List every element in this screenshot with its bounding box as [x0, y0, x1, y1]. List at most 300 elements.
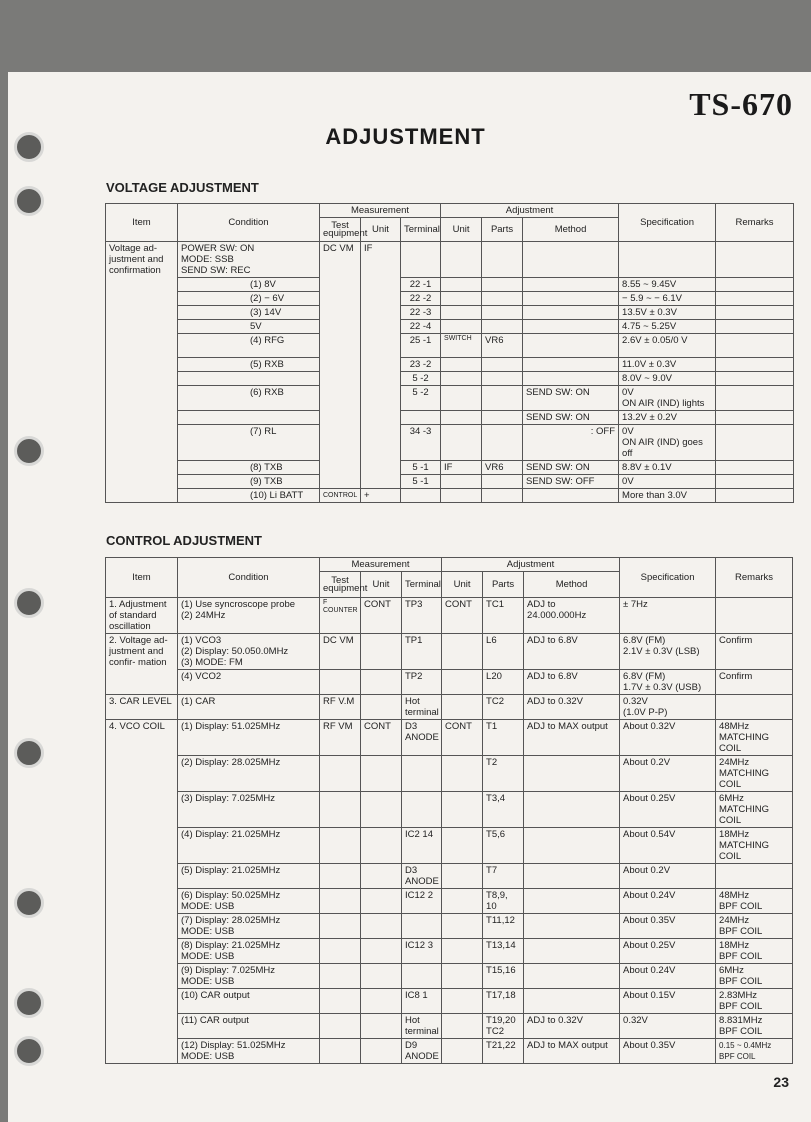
specification-cell: 0.32V: [620, 1014, 716, 1039]
adj-unit-cell: [442, 756, 483, 792]
table-row: [106, 372, 794, 386]
method-cell: [524, 964, 620, 989]
col-method: Method: [523, 218, 619, 242]
method-cell: ADJ to 6.8V: [524, 670, 620, 695]
col-adj-unit: Unit: [442, 572, 483, 598]
test-equipment-cell: [320, 1014, 361, 1039]
unit-cell: [361, 695, 402, 720]
parts-cell: [482, 475, 523, 489]
table-row: [106, 720, 793, 756]
condition-cell: (1) 8V: [178, 278, 320, 292]
parts-cell: [482, 292, 523, 306]
blank-cell: [716, 242, 794, 278]
parts-cell: [482, 372, 523, 386]
col-terminal: Terminal: [402, 572, 442, 598]
unit-cell: [361, 1039, 402, 1064]
terminal-cell: [401, 411, 441, 425]
specification-cell: About 0.25V: [620, 792, 716, 828]
adj-unit-cell: CONT: [442, 720, 483, 756]
condition-cell: [178, 411, 320, 425]
blank-cell: [482, 242, 523, 278]
item-cell: Voltage ad- justment and confirmation: [106, 242, 178, 503]
specification-cell: About 0.32V: [620, 720, 716, 756]
col-measurement: Measurement: [320, 204, 441, 218]
col-parts: Parts: [483, 572, 524, 598]
adj-unit-cell: [441, 425, 482, 461]
method-cell: [523, 372, 619, 386]
col-parts: Parts: [482, 218, 523, 242]
terminal-cell: 25 -1: [401, 334, 441, 358]
test-equipment-cell: DC VM: [320, 242, 361, 489]
parts-cell: T11,12: [483, 914, 524, 939]
unit-cell: [361, 889, 402, 914]
specification-cell: About 0.24V: [620, 964, 716, 989]
condition-cell: (11) CAR output: [178, 1014, 320, 1039]
method-cell: [524, 756, 620, 792]
adj-unit-cell: [441, 386, 482, 411]
table-row: [106, 278, 794, 292]
page-title: ADJUSTMENT: [325, 124, 486, 149]
col-method: Method: [524, 572, 620, 598]
method-cell: [524, 914, 620, 939]
specification-cell: About 0.24V: [620, 889, 716, 914]
remarks-cell: 24MHz BPF COIL: [716, 914, 793, 939]
specification-cell: 8.55 ~ 9.45V: [619, 278, 716, 292]
remarks-cell: [716, 372, 794, 386]
col-test-equipment: Test equipment: [320, 218, 361, 242]
method-cell: [523, 358, 619, 372]
method-cell: [524, 939, 620, 964]
adj-unit-cell: [442, 864, 483, 889]
condition-cell: (1) VCO3 (2) Display: 50.050.0MHz (3) MODE: FM: [178, 634, 320, 670]
terminal-cell: [402, 914, 442, 939]
remarks-cell: [716, 411, 794, 425]
method-cell: [523, 306, 619, 320]
remarks-cell: [716, 489, 794, 503]
col-measurement: Measurement: [320, 558, 442, 572]
specification-cell: About 0.54V: [620, 828, 716, 864]
remarks-cell: [716, 461, 794, 475]
method-cell: [524, 792, 620, 828]
table-row: [106, 828, 793, 864]
method-cell: ADJ to MAX output: [524, 1039, 620, 1064]
unit-cell: IF: [361, 242, 401, 489]
adj-unit-cell: SWITCH: [441, 334, 482, 358]
adj-unit-cell: [441, 320, 482, 334]
voltage-adjustment-table: [105, 203, 794, 503]
condition-cell: (10) CAR output: [178, 989, 320, 1014]
adj-unit-cell: [441, 358, 482, 372]
method-cell: [523, 489, 619, 503]
condition-cell: (1) Use syncroscope probe (2) 24MHz: [178, 598, 320, 634]
item-cell: 2. Voltage ad- justment and confir- mation: [106, 634, 178, 695]
unit-cell: [361, 1014, 402, 1039]
blank-cell: [401, 242, 441, 278]
specification-cell: ± 7Hz: [620, 598, 716, 634]
specification-cell: About 0.15V: [620, 989, 716, 1014]
terminal-cell: 22 -1: [401, 278, 441, 292]
test-equipment-cell: [320, 964, 361, 989]
method-cell: [523, 334, 619, 358]
adj-unit-cell: [441, 306, 482, 320]
table-row: [106, 756, 793, 792]
terminal-cell: D9 ANODE: [402, 1039, 442, 1064]
method-cell: [523, 292, 619, 306]
table-row: [106, 939, 793, 964]
blank-cell: [441, 242, 482, 278]
adj-unit-cell: [442, 989, 483, 1014]
condition-cell: (4) RFG: [178, 334, 320, 358]
adj-unit-cell: [442, 670, 483, 695]
parts-cell: TC1: [483, 598, 524, 634]
terminal-cell: 22 -2: [401, 292, 441, 306]
remarks-cell: 18MHz MATCHING COIL: [716, 828, 793, 864]
remarks-cell: [716, 864, 793, 889]
remarks-cell: [716, 278, 794, 292]
adj-unit-cell: CONT: [442, 598, 483, 634]
terminal-cell: [402, 792, 442, 828]
remarks-cell: [716, 386, 794, 411]
control-section-title: CONTROL ADJUSTMENT: [106, 533, 262, 548]
condition-cell: (9) Display: 7.025MHz MODE: USB: [178, 964, 320, 989]
unit-cell: [361, 756, 402, 792]
test-equipment-cell: [320, 989, 361, 1014]
remarks-cell: [716, 475, 794, 489]
specification-cell: 2.6V ± 0.05/0 V: [619, 334, 716, 358]
condition-cell: (8) TXB: [178, 461, 320, 475]
adj-unit-cell: [442, 828, 483, 864]
unit-cell: [361, 914, 402, 939]
remarks-cell: [716, 334, 794, 358]
control-label: CONTROL: [320, 489, 361, 503]
condition-cell: (8) Display: 21.025MHz MODE: USB: [178, 939, 320, 964]
parts-cell: TC2: [483, 695, 524, 720]
terminal-cell: IC8 1: [402, 989, 442, 1014]
method-cell: SEND SW: ON: [523, 461, 619, 475]
table-row: [106, 598, 793, 634]
table-row: [106, 695, 793, 720]
adj-unit-cell: [441, 489, 482, 503]
table-row: [106, 1039, 793, 1064]
parts-cell: VR6: [482, 461, 523, 475]
test-equipment-cell: RF V.M: [320, 695, 361, 720]
specification-cell: 8.0V ~ 9.0V: [619, 372, 716, 386]
table-row: [106, 320, 794, 334]
method-cell: ADJ to MAX output: [524, 720, 620, 756]
item-cell: 4. VCO COIL: [106, 720, 178, 1064]
blank-cell: [523, 242, 619, 278]
unit-cell: [361, 828, 402, 864]
terminal-cell: D3 ANODE: [402, 720, 442, 756]
condition-cell: (4) Display: 21.025MHz: [178, 828, 320, 864]
test-equipment-cell: [320, 756, 361, 792]
test-equipment-cell: F COUNTER: [320, 598, 361, 634]
parts-cell: [482, 386, 523, 411]
specification-cell: 0V ON AIR (IND) goes off: [619, 425, 716, 461]
unit-cell: [361, 964, 402, 989]
parts-cell: [482, 358, 523, 372]
terminal-cell: IC12 2: [402, 889, 442, 914]
col-test-equipment: Test equipment: [320, 572, 361, 598]
col-adjustment: Adjustment: [441, 204, 619, 218]
method-cell: ADJ to 24.000.000Hz: [524, 598, 620, 634]
table-row: [106, 1014, 793, 1039]
item-cell: 1. Adjustment of standard oscillation: [106, 598, 178, 634]
table-row: [106, 889, 793, 914]
adj-unit-cell: [442, 889, 483, 914]
remarks-cell: Confirm: [716, 634, 793, 670]
table-row: [106, 306, 794, 320]
method-cell: [523, 320, 619, 334]
terminal-cell: 5 -1: [401, 475, 441, 489]
adj-unit-cell: [442, 1039, 483, 1064]
method-cell: [524, 864, 620, 889]
terminal-cell: [402, 964, 442, 989]
remarks-cell: 48MHz MATCHING COIL: [716, 720, 793, 756]
test-equipment-cell: [320, 914, 361, 939]
method-cell: ADJ to 0.32V: [524, 695, 620, 720]
specification-cell: 4.75 ~ 5.25V: [619, 320, 716, 334]
parts-cell: T1: [483, 720, 524, 756]
unit-cell: [361, 670, 402, 695]
specification-cell: About 0.35V: [620, 914, 716, 939]
terminal-cell: D3 ANODE: [402, 864, 442, 889]
terminal-cell: TP3: [402, 598, 442, 634]
test-equipment-cell: [320, 670, 361, 695]
terminal-cell: 34 -3: [401, 425, 441, 461]
remarks-cell: 18MHz BPF COIL: [716, 939, 793, 964]
parts-cell: T13,14: [483, 939, 524, 964]
table-row: [106, 334, 794, 358]
terminal-cell: 23 -2: [401, 358, 441, 372]
test-equipment-cell: [320, 939, 361, 964]
remarks-cell: 6MHz MATCHING COIL: [716, 792, 793, 828]
terminal-cell: IC2 14: [402, 828, 442, 864]
parts-cell: T19,20 TC2: [483, 1014, 524, 1039]
col-specification: Specification: [620, 558, 716, 598]
adj-unit-cell: [442, 634, 483, 670]
condition-cell: (9) TXB: [178, 475, 320, 489]
terminal-cell: 5 -2: [401, 386, 441, 411]
parts-cell: T3,4: [483, 792, 524, 828]
condition-cell: (2) Display: 28.025MHz: [178, 756, 320, 792]
remarks-cell: 8.831MHz BPF COIL: [716, 1014, 793, 1039]
terminal-cell: TP2: [402, 670, 442, 695]
unit-cell: CONT: [361, 720, 402, 756]
parts-cell: T21,22: [483, 1039, 524, 1064]
parts-cell: T5,6: [483, 828, 524, 864]
col-remarks: Remarks: [716, 558, 793, 598]
parts-cell: [482, 306, 523, 320]
condition-cell: (3) Display: 7.025MHz: [178, 792, 320, 828]
table-row: [106, 489, 794, 503]
condition-cell: (1) Display: 51.025MHz: [178, 720, 320, 756]
test-equipment-cell: [320, 889, 361, 914]
item-cell: 3. CAR LEVEL: [106, 695, 178, 720]
table-row: [106, 358, 794, 372]
table-row: [106, 425, 794, 461]
col-item: Item: [106, 204, 178, 242]
remarks-cell: [716, 695, 793, 720]
table-row: [106, 989, 793, 1014]
parts-cell: T15,16: [483, 964, 524, 989]
specification-cell: 6.8V (FM) 2.1V ± 0.3V (LSB): [620, 634, 716, 670]
remarks-cell: 6MHz BPF COIL: [716, 964, 793, 989]
plus-label: +: [361, 489, 401, 503]
method-cell: [524, 889, 620, 914]
specification-cell: More than 3.0V: [619, 489, 716, 503]
method-cell: [524, 828, 620, 864]
method-cell: ADJ to 0.32V: [524, 1014, 620, 1039]
terminal-cell: 5 -2: [401, 372, 441, 386]
table-row: [106, 964, 793, 989]
adj-unit-cell: [442, 1014, 483, 1039]
test-equipment-cell: DC VM: [320, 634, 361, 670]
adj-unit-cell: IF: [441, 461, 482, 475]
col-adj-unit: Unit: [441, 218, 482, 242]
page-number: 23: [773, 1074, 789, 1090]
terminal-cell: Hot terminal: [402, 1014, 442, 1039]
method-cell: SEND SW: OFF: [523, 475, 619, 489]
specification-cell: About 0.25V: [620, 939, 716, 964]
parts-cell: T7: [483, 864, 524, 889]
condition-cell: (3) 14V: [178, 306, 320, 320]
remarks-cell: [716, 425, 794, 461]
table-row: [106, 242, 794, 278]
condition-cell: (7) Display: 28.025MHz MODE: USB: [178, 914, 320, 939]
col-unit: Unit: [361, 218, 401, 242]
condition-cell: 5V: [178, 320, 320, 334]
terminal-cell: [402, 756, 442, 792]
test-equipment-cell: [320, 1039, 361, 1064]
specification-cell: About 0.2V: [620, 756, 716, 792]
condition-cell: (2) − 6V: [178, 292, 320, 306]
condition-cell: (12) Display: 51.025MHz MODE: USB: [178, 1039, 320, 1064]
adj-unit-cell: [441, 278, 482, 292]
condition-cell: POWER SW: ON MODE: SSB SEND SW: REC: [178, 242, 320, 278]
table-row: [106, 461, 794, 475]
condition-cell: (7) RL: [178, 425, 320, 461]
remarks-cell: [716, 358, 794, 372]
table-row: [106, 292, 794, 306]
condition-cell: (6) Display: 50.025MHz MODE: USB: [178, 889, 320, 914]
adj-unit-cell: [442, 964, 483, 989]
parts-cell: T17,18: [483, 989, 524, 1014]
specification-cell: About 0.35V: [620, 1039, 716, 1064]
specification-cell: 6.8V (FM) 1.7V ± 0.3V (USB): [620, 670, 716, 695]
adj-unit-cell: [441, 475, 482, 489]
table-row: [106, 792, 793, 828]
remarks-cell: Confirm: [716, 670, 793, 695]
col-unit: Unit: [361, 572, 402, 598]
unit-cell: [361, 939, 402, 964]
specification-cell: 8.8V ± 0.1V: [619, 461, 716, 475]
terminal-cell: 22 -3: [401, 306, 441, 320]
terminal-cell: Hot terminal: [402, 695, 442, 720]
method-cell: : OFF: [523, 425, 619, 461]
remarks-cell: [716, 320, 794, 334]
adj-unit-cell: [442, 914, 483, 939]
remarks-cell: [716, 292, 794, 306]
adj-unit-cell: [442, 939, 483, 964]
adj-unit-cell: [442, 695, 483, 720]
method-cell: SEND SW: ON: [523, 411, 619, 425]
condition-cell: (10) Li BATT: [178, 489, 320, 503]
col-terminal: Terminal: [401, 218, 441, 242]
parts-cell: L6: [483, 634, 524, 670]
remarks-cell: 24MHz MATCHING COIL: [716, 756, 793, 792]
unit-cell: [361, 989, 402, 1014]
voltage-section-title: VOLTAGE ADJUSTMENT: [106, 180, 259, 195]
specification-cell: 0V ON AIR (IND) lights: [619, 386, 716, 411]
col-specification: Specification: [619, 204, 716, 242]
test-equipment-cell: [320, 792, 361, 828]
specification-cell: 0.32V (1.0V P-P): [620, 695, 716, 720]
condition-cell: (4) VCO2: [178, 670, 320, 695]
model-number: TS-670: [689, 86, 793, 122]
specification-cell: 11.0V ± 0.3V: [619, 358, 716, 372]
table-row: [106, 634, 793, 670]
parts-cell: [482, 320, 523, 334]
table-row: [106, 864, 793, 889]
method-cell: ADJ to 6.8V: [524, 634, 620, 670]
parts-cell: VR6: [482, 334, 523, 358]
adj-unit-cell: [442, 792, 483, 828]
control-adjustment-table: [105, 557, 793, 1064]
method-cell: SEND SW: ON: [523, 386, 619, 411]
table-row: [106, 411, 794, 425]
parts-cell: [482, 489, 523, 503]
adj-unit-cell: [441, 372, 482, 386]
condition-cell: (6) RXB: [178, 386, 320, 411]
parts-cell: [482, 411, 523, 425]
adj-unit-cell: [441, 411, 482, 425]
condition-cell: (5) RXB: [178, 358, 320, 372]
parts-cell: L20: [483, 670, 524, 695]
method-cell: [523, 278, 619, 292]
unit-cell: CONT: [361, 598, 402, 634]
terminal-cell: TP1: [402, 634, 442, 670]
terminal-cell: 22 -4: [401, 320, 441, 334]
col-item: Item: [106, 558, 178, 598]
method-cell: [524, 989, 620, 1014]
specification-cell: About 0.2V: [620, 864, 716, 889]
test-equipment-cell: [320, 828, 361, 864]
col-condition: Condition: [178, 558, 320, 598]
terminal-cell: IC12 3: [402, 939, 442, 964]
condition-cell: [178, 372, 320, 386]
col-remarks: Remarks: [716, 204, 794, 242]
terminal-cell: [401, 489, 441, 503]
remarks-cell: 0.15 ~ 0.4MHz BPF COIL: [716, 1039, 793, 1064]
unit-cell: [361, 634, 402, 670]
specification-cell: − 5.9 ~ − 6.1V: [619, 292, 716, 306]
specification-cell: 13.2V ± 0.2V: [619, 411, 716, 425]
terminal-cell: 5 -1: [401, 461, 441, 475]
table-row: [106, 914, 793, 939]
parts-cell: T2: [483, 756, 524, 792]
parts-cell: [482, 425, 523, 461]
blank-cell: [619, 242, 716, 278]
parts-cell: [482, 278, 523, 292]
specification-cell: 0V: [619, 475, 716, 489]
adj-unit-cell: [441, 292, 482, 306]
remarks-cell: 48MHz BPF COIL: [716, 889, 793, 914]
remarks-cell: [716, 306, 794, 320]
unit-cell: [361, 864, 402, 889]
specification-cell: 13.5V ± 0.3V: [619, 306, 716, 320]
condition-cell: (1) CAR: [178, 695, 320, 720]
